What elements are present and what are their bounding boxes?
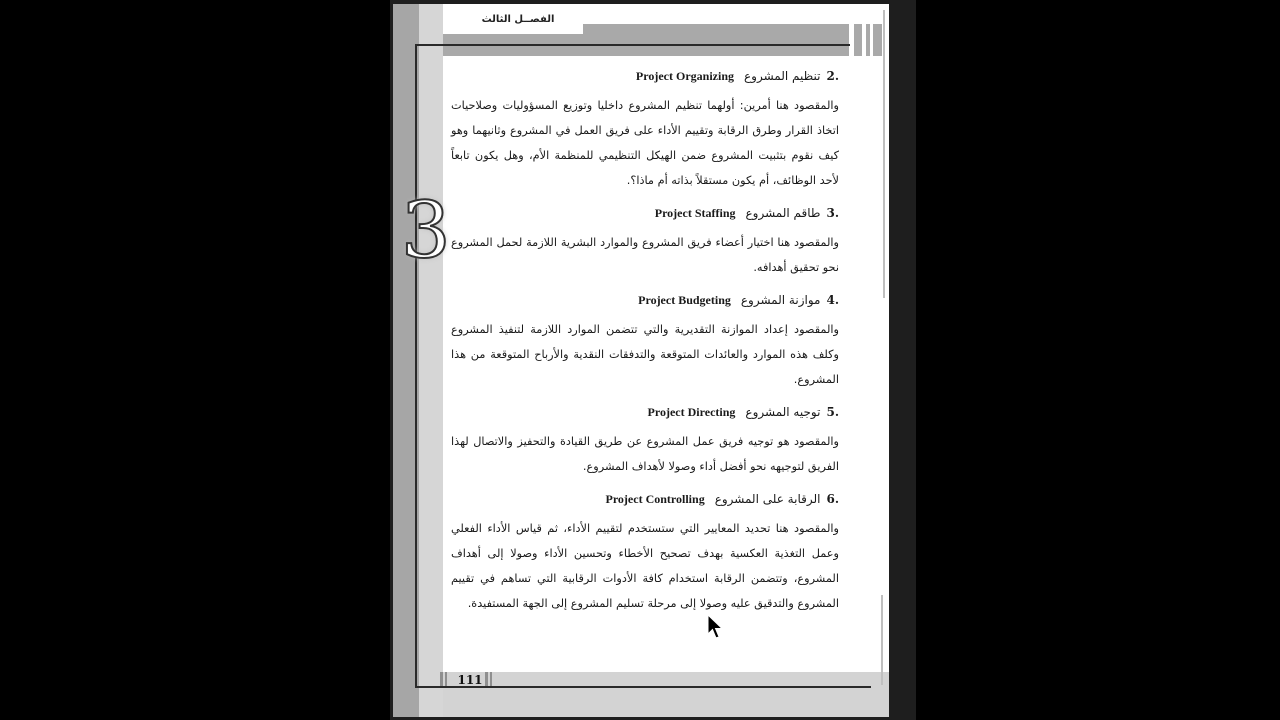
section-heading [451,62,839,90]
section-title-arabic: تنظيم المشروع [744,69,821,83]
section-number: .5 [826,405,839,419]
section-title-arabic: توجيه المشروع [745,405,821,419]
chapter-number-badge: 3 [401,186,451,276]
section-number: .3 [826,206,839,220]
section-title-arabic: طاقم المشروع [745,206,821,220]
scroll-indicator-bottom[interactable] [881,595,883,685]
section-title-english: Project Organizing [635,69,735,83]
section-heading [451,398,839,426]
footer-bar-decoration [485,672,488,686]
section-project-staffing [451,199,839,280]
section-project-directing [451,398,839,479]
scroll-indicator-top[interactable] [883,10,885,298]
section-body: والمقصود هنا أمرين: أولهما تنظيم المشروع داخليا وتوزيع المسؤوليات وصلاحيات اتخاذ القرار وطرق الرقابة وتقييم الأداء على فريق العمل في المشروع وثانيهما وهو كيف نقوم بتثبيت المشروع ضمن الهيكل التنظيمي للمنظمة الأم، وهل يكون تابعاً لأحد الوظائف، أم يكون مستقلاً بذاته أم ماذا؟. [451,99,839,187]
section-number: .6 [826,492,839,506]
section-body: والمقصود إعداد الموازنة التقديرية والتي تتضمن الموارد اللازمة لتنفيذ المشروع وكلف هذه الموارد والعائدات المتوقعة والتدفقات النقدية والأرباح المتوقعة من هذا المشروع. [451,323,839,386]
footer-bar-decoration [445,672,447,686]
header-bar-decoration [866,24,870,56]
book-page [393,4,889,717]
footer-band [443,672,889,717]
header-rule [415,44,850,46]
section-title-arabic: موازنة المشروع [740,293,821,307]
section-title-english: Project Budgeting [638,293,731,307]
section-number: .2 [826,69,839,83]
section-heading [451,199,839,227]
section-number: .4 [826,293,839,307]
section-body: والمقصود هو توجيه فريق عمل المشروع عن طريق القيادة والتحفيز والاتصال لهذا الفريق لتوجيهه نحو أفضل أداء وصولا لأهداف المشروع. [451,435,839,473]
section-title-english: Project Staffing [654,206,736,220]
chapter-label: الفصــل الثالث [481,14,555,25]
section-title-arabic: الرقابة على المشروع [714,492,821,506]
header-band-upper [583,24,849,36]
section-heading [451,286,839,314]
footer-bar-decoration [440,672,443,686]
section-project-organizing [451,62,839,193]
header-bar-decoration [873,24,882,56]
page-number: 111 [457,673,483,687]
section-project-controlling [451,485,839,616]
section-body: والمقصود هنا تحديد المعايير التي ستستخدم لتقييم الأداء، ثم قياس الأداء الفعلي وعمل التغذية العكسية بهدف تصحيح الأخطاء وتحسين الأداء وصولا إلى أهداف المشروع، وتتضمن الرقابة استخدام كافة الأدوات الرقابية التي تساهم في تقييم المشروع والتدقيق عليه وصولا إلى مرحلة تسليم المشروع إلى الجهة المستفيدة. [451,522,839,610]
section-title-english: Project Controlling [605,492,705,506]
left-rule [415,44,417,687]
page-content [451,62,839,622]
section-body: والمقصود هنا اختيار أعضاء فريق المشروع والموارد البشرية اللازمة لحمل المشروع نحو تحقيق أهدافه. [451,236,839,274]
section-project-budgeting [451,286,839,392]
mouse-cursor-icon [707,614,725,640]
left-margin-stripe-light [419,4,443,717]
section-heading [451,485,839,513]
section-title-english: Project Directing [647,405,736,419]
header-bar-decoration [854,24,862,56]
footer-bar-decoration [490,672,492,686]
